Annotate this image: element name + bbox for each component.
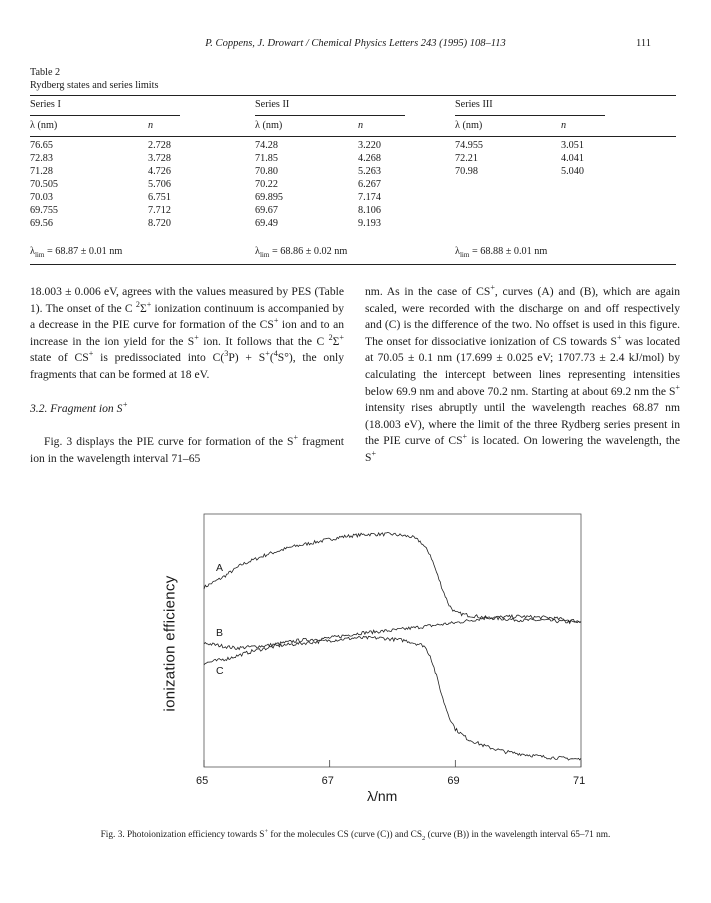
series-line-b [204, 615, 581, 650]
series-line-c [204, 636, 581, 760]
s2-n: 9.193 [358, 218, 381, 229]
s1-n: 8.720 [148, 218, 171, 229]
series-1-rule [30, 115, 180, 116]
s2-lambda: 69.895 [255, 192, 284, 203]
s2-n: 6.267 [358, 179, 381, 190]
series-header-3: Series III [455, 99, 493, 110]
running-header [0, 38, 711, 52]
s1-lambda: 71.28 [30, 166, 53, 177]
table-title: Rydberg states and series limits [30, 80, 159, 91]
table-header-rule [30, 136, 676, 137]
table-top-rule [30, 95, 676, 96]
s1-lambda: 69.755 [30, 205, 59, 216]
right-column [365, 284, 680, 467]
x-tick-label: 71 [573, 775, 586, 787]
series-2-limit: $\lambda_{lim} = 68.86 \pm 0.02$ nm [255, 246, 348, 260]
curve-label-b: B [216, 627, 224, 640]
s3-n: 4.041 [561, 153, 584, 164]
running-title: P. Coppens, J. Drowart / Chemical Physics Letters 243 (1995) 108–113 [205, 38, 506, 49]
x-tick-label: 69 [447, 775, 460, 787]
series-3-limit: $\lambda_{lim} = 68.88 \pm 0.01$ nm [455, 246, 548, 260]
col-lambda-3: λ (nm) [455, 120, 483, 131]
x-tick-label: 65 [196, 775, 209, 787]
s2-lambda: 74.28 [255, 140, 278, 151]
paragraph: nm. As in the case of CS+, curves (A) and (B), which are again scaled, were recorded with the discharge on and off respectively and (C) is the difference of the two. No offset is used in this figure. The onset for dissociative ionization of CS towards S+ was located at 70.05 ± 0.1 nm (17.699 ± 0.025 eV; 1707.73 ± 2.4 kJ/mol) by calculating the intercept between lines representing intensities below 69.9 nm and above 70.2 nm. Starting at about 69.2 nm the S+ intensity rises abruptly until the wavelength reaches 68.87 nm (18.003 eV), where the limit of the three Rydberg series present in the PIE curve of CS+ is located. On lowering the wavelength, the S+ [365, 283, 680, 464]
plot-frame [204, 514, 581, 767]
col-lambda-1: λ (nm) [30, 120, 58, 131]
left-column [30, 284, 344, 467]
table-label: Table 2 [30, 67, 61, 78]
s2-lambda: 70.80 [255, 166, 278, 177]
paragraph: 18.003 ± 0.006 eV, agrees with the values measured by PES (Table 1). The onset of the C $^2$Σ+ ionization continuum is accompanied by a decrease in the PIE curve for formation of the CS+ ion and to an increase in the ion yield for the S+ ion. It follows that the C $^2$Σ+ state of CS+ is predissociated into C($^3$P) + S+($^4$S°), the only fragments that can be formed at 18 eV. [30, 285, 345, 381]
s3-n: 3.051 [561, 140, 584, 151]
series-1-limit: $\lambda_{lim} = 68.87 \pm 0.01$ nm [30, 246, 123, 260]
series-2-rule [255, 115, 405, 116]
y-axis-label: ionization efficiency [161, 575, 179, 712]
s2-lambda: 70.22 [255, 179, 278, 190]
s3-lambda: 70.98 [455, 166, 478, 177]
s1-n: 3.728 [148, 153, 171, 164]
figure-3 [161, 509, 600, 809]
col-n-1: n [148, 120, 154, 131]
s1-lambda: 76.65 [30, 140, 53, 151]
x-axis-label: λ/nm [367, 788, 398, 804]
s1-lambda: 70.03 [30, 192, 53, 203]
s2-lambda: 71.85 [255, 153, 278, 164]
page-number: 111 [636, 38, 651, 49]
col-n-2: n [358, 120, 364, 131]
curve-label-c: C [216, 665, 224, 678]
table-caption [30, 66, 158, 92]
s2-lambda: 69.67 [255, 205, 278, 216]
s3-n: 5.040 [561, 166, 584, 177]
s2-n: 5.263 [358, 166, 381, 177]
s1-n: 7.712 [148, 205, 171, 216]
series-3-rule [455, 115, 605, 116]
section-heading: 3.2. Fragment ion S+ [30, 399, 128, 415]
series-header-2: Series II [255, 99, 290, 110]
s1-lambda: 72.83 [30, 153, 53, 164]
s1-lambda: 70.505 [30, 179, 59, 190]
s3-lambda: 72.21 [455, 153, 478, 164]
s1-n: 5.706 [148, 179, 171, 190]
table-bottom-rule [30, 264, 676, 265]
series-header-1: Series I [30, 99, 61, 110]
s2-n: 4.268 [358, 153, 381, 164]
s3-lambda: 74.955 [455, 140, 484, 151]
s1-n: 4.726 [148, 166, 171, 177]
figure-caption: Fig. 3. Photoionization efficiency towards S+ for the molecules CS (curve (C)) and $CS_2$ (curve (B)) in the wavelength interval 65–71 nm. [100, 827, 611, 842]
series-line-a [204, 533, 581, 624]
s1-lambda: 69.56 [30, 218, 53, 229]
s2-n: 7.174 [358, 192, 381, 203]
paragraph: Fig. 3 displays the PIE curve for formation of the S+ fragment ion in the wavelength interval 71–65 [30, 433, 344, 465]
s1-n: 6.751 [148, 192, 171, 203]
s2-lambda: 69.49 [255, 218, 278, 229]
s2-n: 3.220 [358, 140, 381, 151]
pie-chart-plot [180, 509, 600, 809]
s1-n: 2.728 [148, 140, 171, 151]
col-n-3: n [561, 120, 567, 131]
col-lambda-2: λ (nm) [255, 120, 283, 131]
x-tick-label: 67 [321, 775, 334, 787]
curve-label-a: A [216, 561, 224, 574]
s2-n: 8.106 [358, 205, 381, 216]
